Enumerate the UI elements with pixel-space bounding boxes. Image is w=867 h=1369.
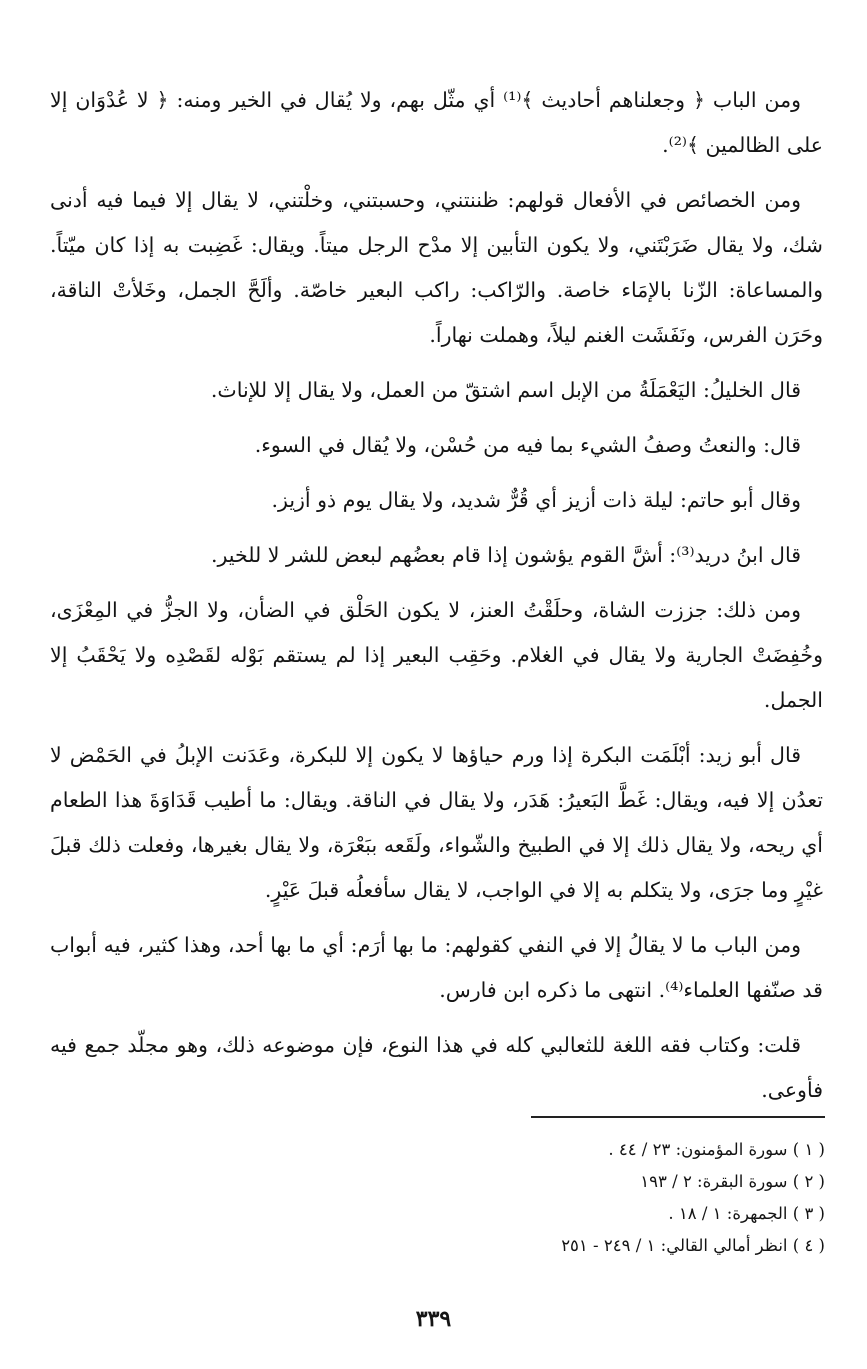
paragraph-9: ومن الباب ما لا يقالُ إلا في النفي كقولهم: ما بها أرَم: أي ما بها أحد، وهذا كثير، فيه أبواب قد صنّفها العلماء⁽⁴⁾. انتهى ما ذكره ابن فارس. — [50, 933, 823, 1002]
page-number: ٣٣٩ — [415, 1306, 452, 1332]
paragraph-5: وقال أبو حاتم: ليلة ذات أزيز أي قُرٌّ شديد، ولا يقال يوم ذو أزيز. — [271, 488, 801, 512]
footnote-4: ( ٤ ) انظر أمالي القالي: ١ / ٢٤٩ - ٢٥١ — [561, 1236, 825, 1255]
paragraph-3: قال الخليلُ: اليَعْمَلَةُ من الإبل اسم اشتقّ من العمل، ولا يقال إلا للإناث. — [210, 378, 801, 402]
footnote-2: ( ٢ ) سورة البقرة: ٢ / ١٩٣ — [640, 1172, 825, 1191]
paragraph-8: قال أبو زيد: أبْلَمَت البكرة إذا ورم حياؤها لا يكون إلا للبكرة، وعَدَنت الإبلُ في الحَمْض لا تعدُن إلا فيه، ويقال: غَطَّ البَعيرُ: هَدَر، ولا يقال في الناقة. ويقال: ما أطيب قَدَاوَةَ هذا الطعام أي ريحه، ولا يقال ذلك إلا في الطبيخ والشّواء، ولَقَعه ببَعْرَة، ولا يقال بغيرها، وفعلت ذلك قبلَ غيْرٍ وما جرَى، ولا يتكلم به إلا في الواجب، لا يقال سأفعلُه قبلَ عَيْرٍ. — [50, 743, 823, 902]
footnote-1: ( ١ ) سورة المؤمنون: ٢٣ / ٤٤ . — [608, 1140, 825, 1159]
paragraph-2: ومن الخصائص في الأفعال قولهم: ظننتني، وحسبتني، وخلْتني، لا يقال إلا فيما فيه أدنى شك، ولا يقال ضَرَبْتَني، ولا يكون التأبين إلا مدْح الرجل ميتاً. ويقال: غَضِبت به إذا كان ميّتاً. والمساعاة: الزّنا بالإمَاء خاصة. والرّاكب: راكب البعير خاصّة. وألَحَّ الجمل، وخَلأتْ الناقة، وحَرَن الفرس، ونَفَشَت الغنم ليلاً، وهملت نهاراً. — [50, 188, 823, 347]
paragraph-7: ومن ذلك: جززت الشاة، وحلَقْتُ العنز، لا يكون الحَلْق في الضأن، ولا الجزُّ في المِعْزَى، وخُفِضَتْ الجارية ولا يقال في الغلام. وحَقِب البعير إذا لم يستقم بَوْله لقَصْدِه ولا يَحْقَبُ إلا الجمل. — [50, 598, 823, 712]
paragraph-1: ومن الباب ﴿ وجعلناهم أحاديث ﴾⁽¹⁾ أي مثّل بهم، ولا يُقال في الخير ومنه: ﴿ لا عُدْوَان إلا على الظالمين ﴾⁽²⁾. — [50, 88, 823, 157]
paragraph-6: قال ابنُ دريد⁽³⁾: أشَّ القوم يؤشون إذا قام بعضُهم لبعض للشر لا للخير. — [210, 543, 801, 567]
footnote-separator — [531, 1116, 825, 1118]
footnotes — [50, 1134, 825, 1262]
paragraph-4: قال: والنعتُ وصفُ الشيء بما فيه من حُسْن، ولا يُقال في السوء. — [254, 433, 801, 457]
paragraph-10: قلت: وكتاب فقه اللغة للثعالبي كله في هذا النوع، فإن موضوعه ذلك، وهو مجلّد جمع فيه فأوعى. — [50, 1033, 823, 1102]
footnote-3: ( ٣ ) الجمهرة: ١ / ١٨ . — [668, 1204, 825, 1223]
